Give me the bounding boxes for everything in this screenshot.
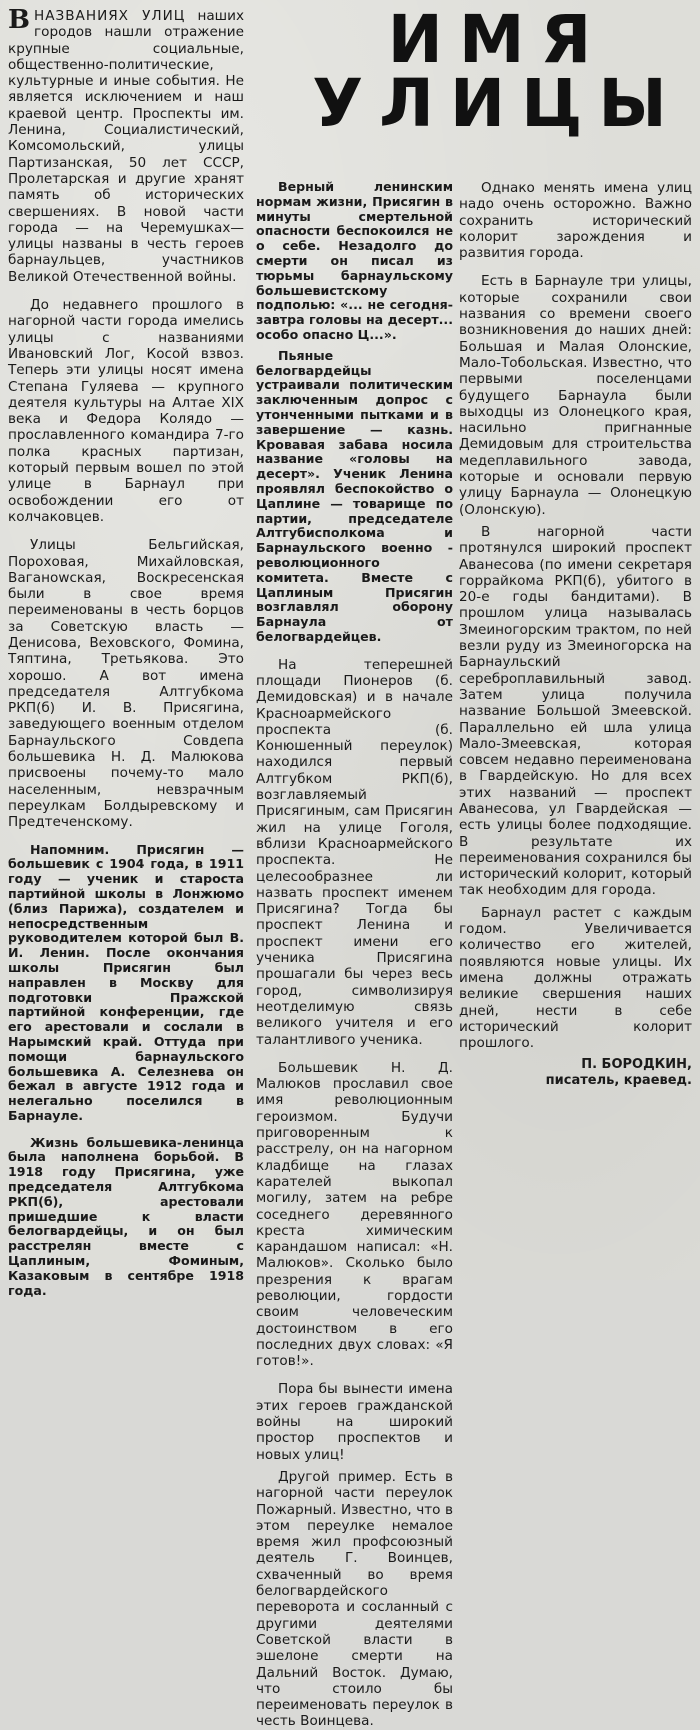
headline-line-2: УЛИЦЫ (312, 65, 683, 142)
lead-text: наших городов нашли отражение крупные социальные, общественно-политические, культурные и иные события. Не является исключением и наш краевой центр. Проспекты им. Ленина, Социалистический, Комсомольский, улицы Партизанская, 50 лет СССР, Пролетарская и другие хранят память об исторических свершениях. В новой части города — на Черемушках— улицы названы в честь героев барнаульцев, участников Великой Отечественной войны. (8, 8, 245, 285)
bold-paragraph: Напомним. Присягин — большевик с 1904 года, в 1911 году — ученик и староста партийной школы в Лонжюмо (близ Парижа), создателем и непосредственным руководителем которой был В. И. Ленин. После окончания школы Присягин был направлен в Москву для подготовки Пражской партийной конференции, где его арестовали и сослали в Нарымский край. Оттуда при помощи барнаульского большевика А. Селезнева он бежал в августе 1912 года и нелегально поселился в Барнауле. (8, 841, 244, 1123)
paragraph: Пора бы вынести имена этих героев гражданской войны на широкий простор проспектов и новых улиц! (256, 1381, 453, 1463)
paragraph: Другой пример. Есть в нагорной части переулок Пожарный. Известно, что в этом переулке немалое время жил профсоюзный деятель Г. Воинцев, схваченный во время белогвардейского переворота и сосланный с другими деятелями Советской власти в эшелоне смерти на Дальний Восток. Думаю, что стоило бы переименовать переулок в честь Воинцева. (256, 1468, 453, 1730)
column-2 (256, 180, 453, 1730)
paragraph: Однако менять имена улиц надо очень осторожно. Важно сохранить исторический колорит зарождения и развития города. (459, 180, 692, 262)
headline (300, 1, 695, 142)
paragraph: На теперешней площади Пионеров (б. Демидовская) и в начале Красноармейского проспекта (б. Конюшенный переулок) находился первый Алтгубком РКП(б), возглавляемый Присягиным, сам Присягин жил на улице Гоголя, вблизи Красноармейского проспекта. Не целесообразнее ли назвать проспект именем Присягина? Тогда бы проспект Ленина и проспект имени его ученика Присягина прошагали бы через весь город, символизируя неотделимую связь великого учителя и его талантливого ученика. (256, 656, 453, 1048)
bold-paragraph: Жизнь большевика-ленинца была наполнена борьбой. В 1918 году Присягина, уже председателя Алтгубкома РКП(б), арестовали пришедшие к власти белогвардейцы, и он был расстрелян вместе с Цаплиным, Фоминым, Казаковым в сентябре 1918 года. (8, 1134, 244, 1298)
paragraph: В нагорной части протянулся широкий проспект Аванесова (по имени секретаря горрайкома РКП(б), убитого в 20-е годы бандитами). В прошлом улица называлась Змеиногорским трактом, по ней везли руду из Змеиногорска на Барнаульский сереброплавильный завод. Затем улица получила название Большой Змеевской. Параллельно ей шла улица Мало-Змеевская, которая совсем недавно переименована в Гвардейскую. Но для всех этих названий — проспект Аванесова, ул Гвардейская — есть улицы более подходящие. В результате их переименования сохранился бы исторический колорит, который так необходим для города. (459, 523, 692, 899)
author-name: П. БОРОДКИН, (581, 1057, 692, 1073)
paragraph: Большевик Н. Д. Малюков прославил свое имя революционным героизмом. Будучи приговоренным к расстрелу, он на нагорном кладбище на глазах карателей выкопал могилу, затем на ребре соседнего деревянного креста химическим карандашом написал: «Н. Малюков». Сколько было презрения к врагам революции, гордости своим человеческим достоинством в его последних двух словах: «Я готов!». (256, 1059, 453, 1370)
paragraph: Барнаул растет с каждым годом. Увеличивается количество его жителей, появляются новые улицы. Их имена должны отражать великие свершения наших дней, нести в себе исторический колорит прошлого. (459, 904, 692, 1052)
headline-line-1: ИМЯ (387, 1, 608, 78)
lead-paragraph (8, 5, 245, 285)
lead-caps: НАЗВАНИЯХ УЛИЦ (33, 8, 186, 24)
paragraph: Улицы Бельгийская, Пороховая, Михайловская, Ваганowская, Воскресенская были в свое время переименованы в честь борцов за Советскую власть — Денисова, Веховского, Фомина, Тяптина, Третьякова. Это хорошо. А вот имена председателя Алтгубкома РКП(б) И. В. Присягина, заведующего военным отделом Барнаульского Совдепа большевика Н. Д. Малюкова присвоены почему-то мало населенным, невзрачным переулкам Болдыревскому и Предтеченскому. (8, 537, 244, 831)
column-3 (459, 180, 692, 1089)
bold-paragraph: Верный ленинским нормам жизни, Присягин в минуты смертельной опасности беспокоился не о себе. Незадолго до смерти он писал из тюрьмы барнаульскому большевистскому подполью: «... не сегодня-завтра головы на десерт... особо опасно Ц...». (256, 179, 453, 342)
paragraph: Есть в Барнауле три улицы, которые сохранили свои названия со времени своего возникновения до наших дней: Большая и Малая Олонские, Мало-Тобольская. Известно, что первыми поселенцами будущего Барнаула были выходцы из Олонецкого края, насильно пригнанные Демидовым для строительства медеплавильного завода, которые и основали первую улицу Барнаула — Олонецкую (Олонскую). (459, 273, 692, 518)
column-1 (8, 5, 245, 1298)
paragraph: До недавнего прошлого в нагорной части города имелись улицы с названиями Ивановский Лог, Косой взвоз. Теперь эти улицы носят имена Степана Гуляева — крупного деятеля культуры на Алтае XIX века и Федора Колядо — прославленного командира 7-го полка красных партизан, который первым вошел по этой улице в Барнаул при освобождении его от колчаковцев. (8, 297, 244, 525)
author-role: писатель, краевед. (545, 1073, 692, 1089)
drop-cap: В (8, 5, 30, 35)
bold-paragraph: Пьяные белогвардейцы устраивали политическим заключенным допрос с утонченными пытками и в завершение — казнь. Кровавая забава носила название «головы на десерт». Ученик Ленина проявлял беспокойство о Цаплине — товарище по партии, председателе Алтгубисполкома и Барнаульского военно - революционного комитета. Вместе с Цаплиным Присягин возглавлял оборону Барнаула от белогвардейцев. (256, 347, 453, 644)
signature (459, 1057, 692, 1089)
